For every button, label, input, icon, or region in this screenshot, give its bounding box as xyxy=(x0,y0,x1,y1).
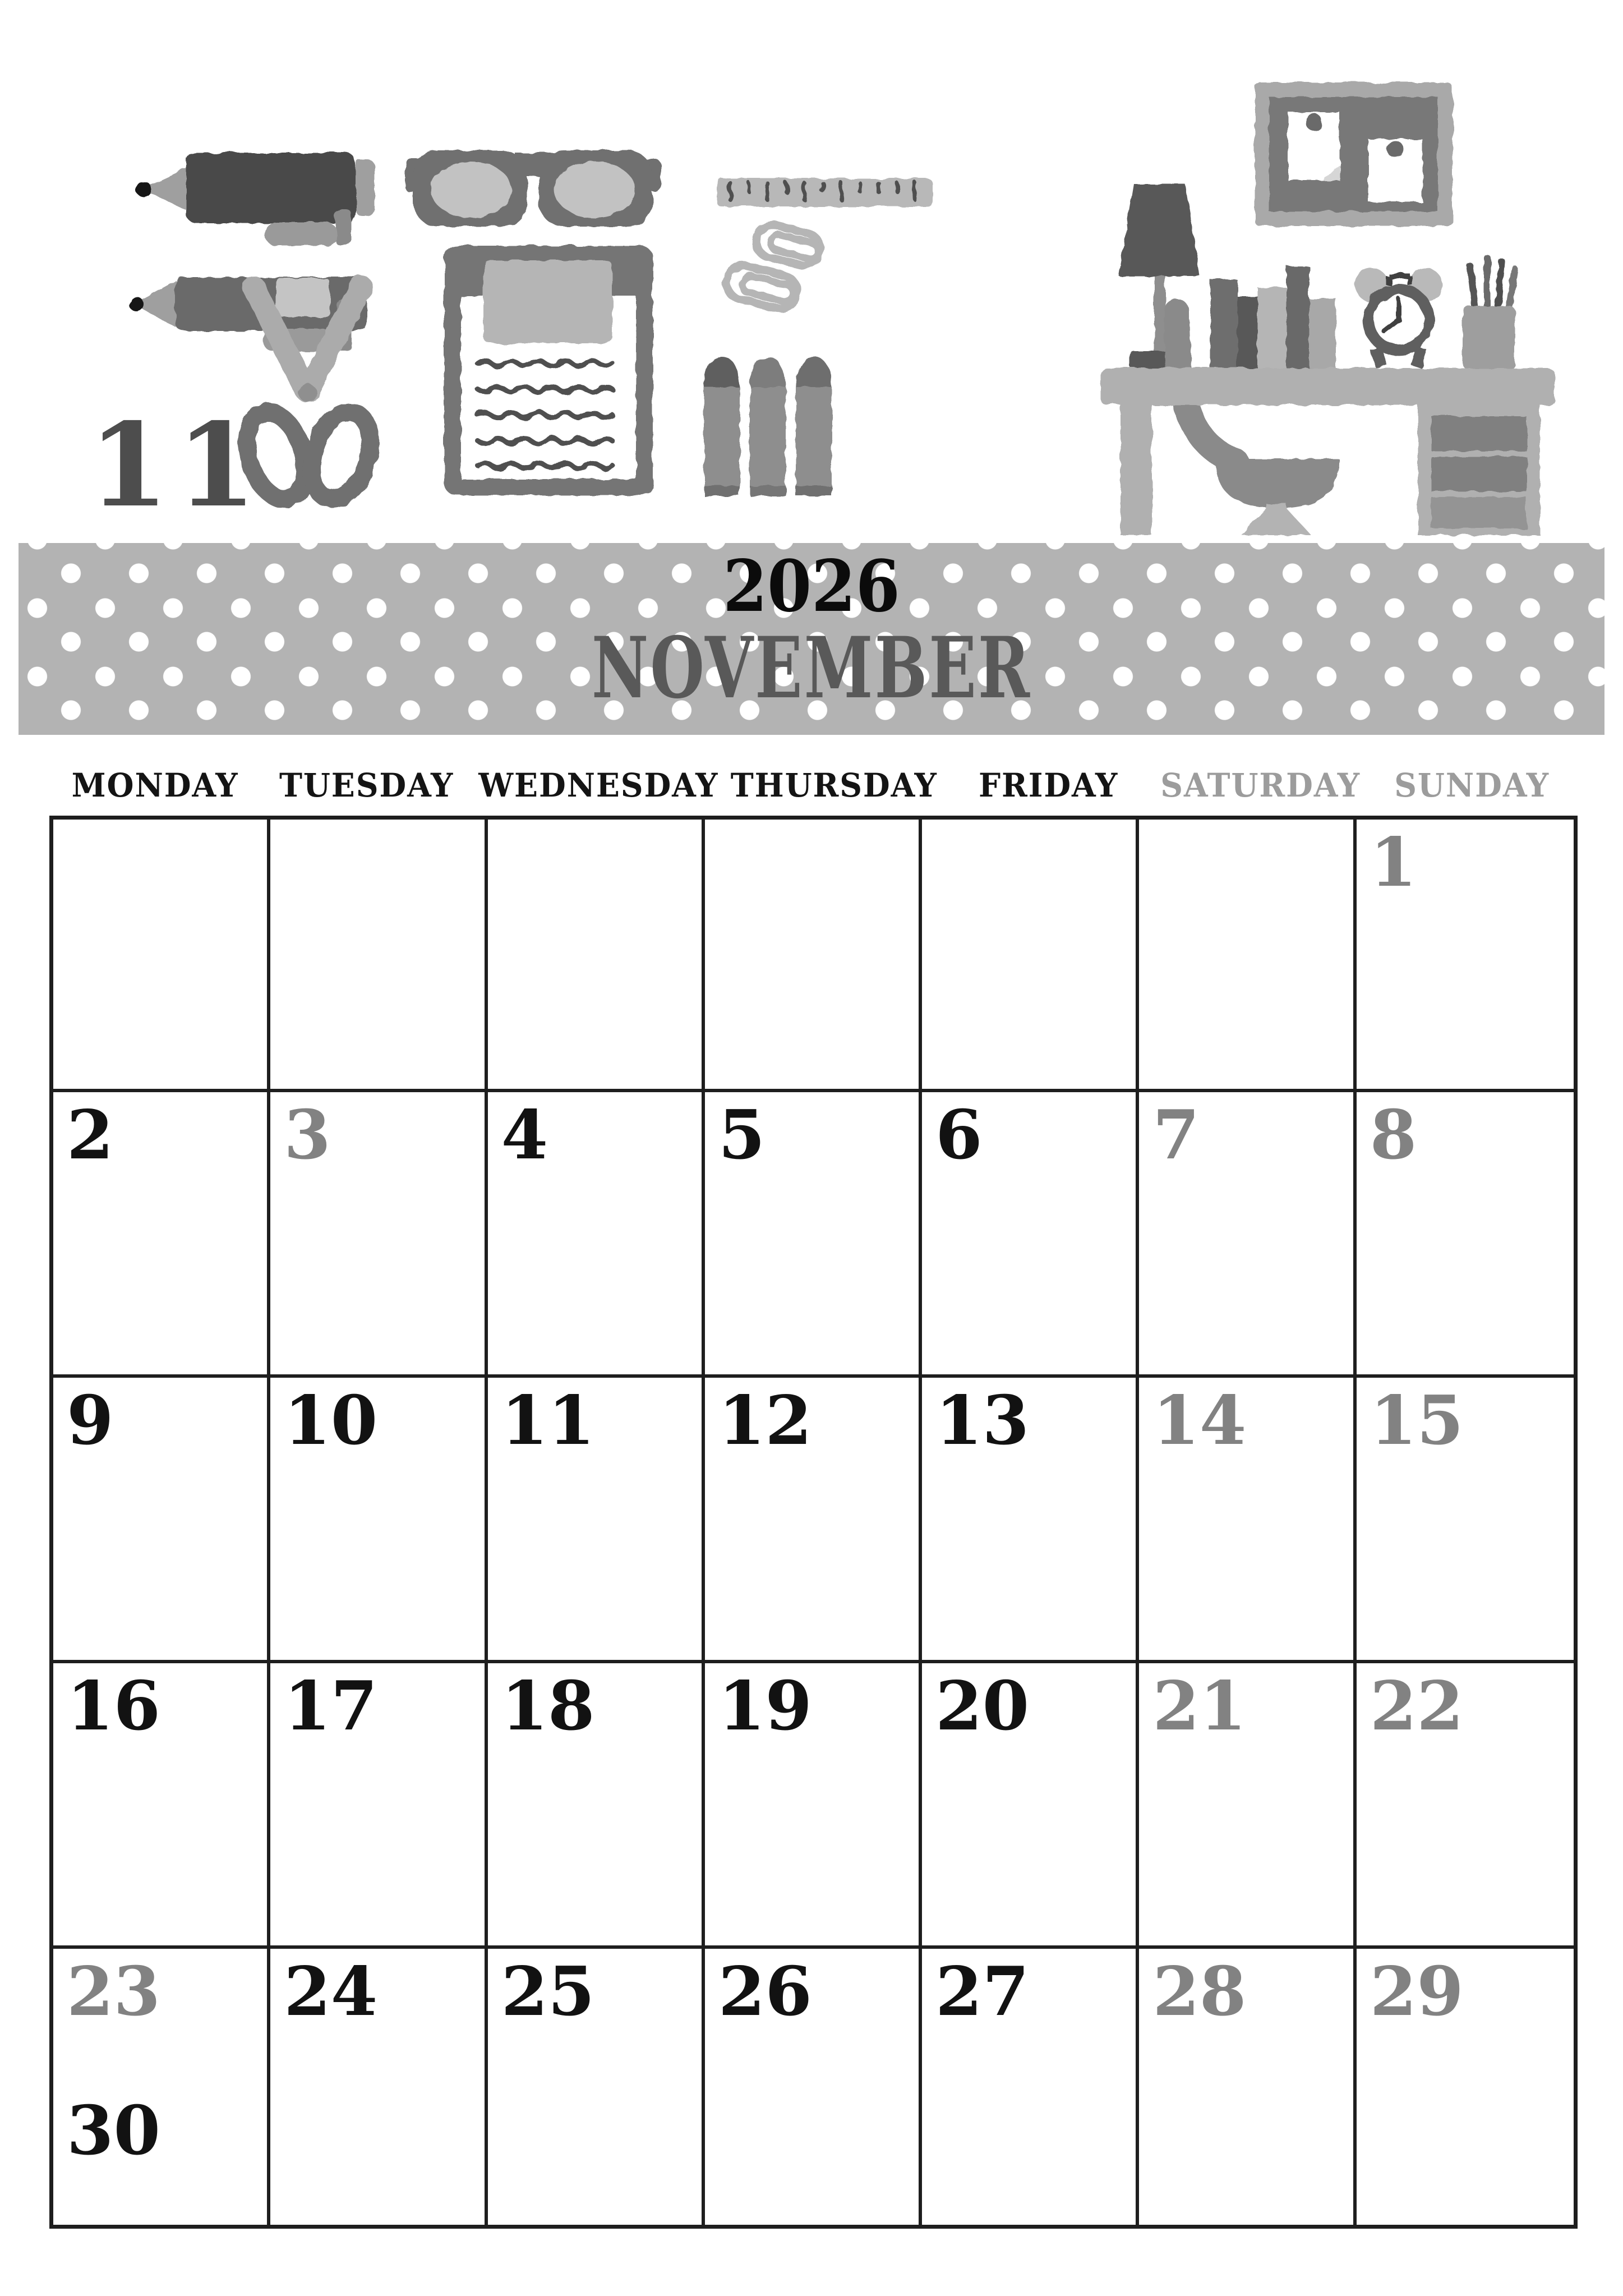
day-number: 4 xyxy=(501,1096,548,1175)
day-cell xyxy=(1139,1949,1356,2225)
day-cell xyxy=(270,1378,487,1663)
day-number: 25 xyxy=(501,1952,595,2031)
month-banner xyxy=(19,543,1604,735)
day-cell xyxy=(705,820,922,1092)
weekday-tuesday: TUESDAY xyxy=(279,766,454,804)
books-icon xyxy=(1210,266,1336,369)
day-cell xyxy=(922,1378,1139,1663)
day-cell xyxy=(488,1949,705,2225)
day-cell xyxy=(53,820,270,1092)
day-cell xyxy=(705,1378,922,1663)
weekday-friday: FRIDAY xyxy=(979,766,1119,804)
weekday-header-row xyxy=(49,760,1578,811)
day-cell xyxy=(270,1663,487,1949)
day-number: 5 xyxy=(718,1096,766,1175)
day-cell xyxy=(1357,1378,1574,1663)
day-cell xyxy=(53,1092,270,1378)
banner-month-name: NOVEMBER xyxy=(591,619,1032,717)
day-number: 2 xyxy=(67,1096,114,1175)
day-cell xyxy=(1357,1663,1574,1949)
glasses-icon xyxy=(405,150,661,227)
day-number: 29 xyxy=(1370,1952,1464,2031)
marker-pen-icon xyxy=(136,153,375,246)
day-cell xyxy=(922,820,1139,1092)
day-number: 7 xyxy=(1152,1096,1200,1175)
weekday-thursday: THURSDAY xyxy=(730,766,938,804)
day-cell xyxy=(922,1092,1139,1378)
day-number: 28 xyxy=(1152,1952,1247,2031)
weekday-sunday: SUNDAY xyxy=(1394,766,1550,804)
day-cell xyxy=(705,1949,922,2225)
day-number: 1 xyxy=(1370,823,1417,902)
day-cell xyxy=(705,1663,922,1949)
day-number: 27 xyxy=(935,1952,1030,2031)
day-number: 22 xyxy=(1370,1667,1464,1746)
day-number: 11 xyxy=(501,1381,595,1460)
day-number: 24 xyxy=(284,1952,378,2031)
day-cell xyxy=(270,1949,487,2225)
clipboard-icon xyxy=(444,246,653,495)
day-cell xyxy=(270,820,487,1092)
month-number: 11 xyxy=(89,398,265,533)
day-cell xyxy=(1139,1663,1356,1949)
day-cell xyxy=(488,1663,705,1949)
day-number: 19 xyxy=(718,1667,812,1746)
day-number: 12 xyxy=(718,1381,812,1460)
weekday-monday: MONDAY xyxy=(71,766,239,804)
weekday-wednesday: WEDNESDAY xyxy=(478,766,719,804)
day-cell xyxy=(53,1949,270,2225)
day-cell xyxy=(270,1092,487,1378)
day-number: 17 xyxy=(284,1667,378,1746)
alarm-clock-icon xyxy=(1355,268,1442,368)
header-illustration xyxy=(0,0,1623,543)
day-cell xyxy=(1139,820,1356,1092)
day-number: 21 xyxy=(1152,1667,1247,1746)
day-number: 13 xyxy=(935,1381,1030,1460)
pen-cup-icon xyxy=(1463,255,1519,369)
day-number: 6 xyxy=(935,1096,983,1175)
ruler-icon xyxy=(716,178,933,206)
day-number: 9 xyxy=(67,1381,114,1460)
day-cell xyxy=(53,1378,270,1663)
day-cell xyxy=(488,1092,705,1378)
day-cell xyxy=(53,1663,270,1949)
day-number: 16 xyxy=(67,1667,160,1746)
day-cell xyxy=(1139,1378,1356,1663)
day-cell xyxy=(1139,1092,1356,1378)
day-number: 8 xyxy=(1370,1096,1417,1175)
day-number: 26 xyxy=(718,1952,812,2031)
weekday-saturday: SATURDAY xyxy=(1160,766,1361,804)
day-cell xyxy=(488,820,705,1092)
drawer-unit-icon xyxy=(1418,405,1540,535)
day-cell xyxy=(1357,1949,1574,2225)
banner-year: 2026 xyxy=(723,545,900,628)
day-number: 15 xyxy=(1370,1381,1464,1460)
day-number: 23 xyxy=(67,1952,160,2031)
day-cell xyxy=(922,1949,1139,2225)
day-cell xyxy=(1357,820,1574,1092)
bulletin-board-icon xyxy=(1255,82,1453,226)
day-cell xyxy=(705,1092,922,1378)
crayons-icon xyxy=(704,357,832,496)
day-number: 14 xyxy=(1152,1381,1247,1460)
day-cell xyxy=(488,1378,705,1663)
paperclips-icon xyxy=(723,222,824,312)
day-number-extra: 30 xyxy=(67,2091,160,2170)
day-number: 18 xyxy=(501,1667,595,1746)
day-cell xyxy=(922,1663,1139,1949)
day-number: 10 xyxy=(284,1381,378,1460)
day-number: 20 xyxy=(935,1667,1030,1746)
calendar-grid xyxy=(49,816,1578,2229)
day-number: 3 xyxy=(284,1096,331,1175)
day-cell xyxy=(1357,1092,1574,1378)
